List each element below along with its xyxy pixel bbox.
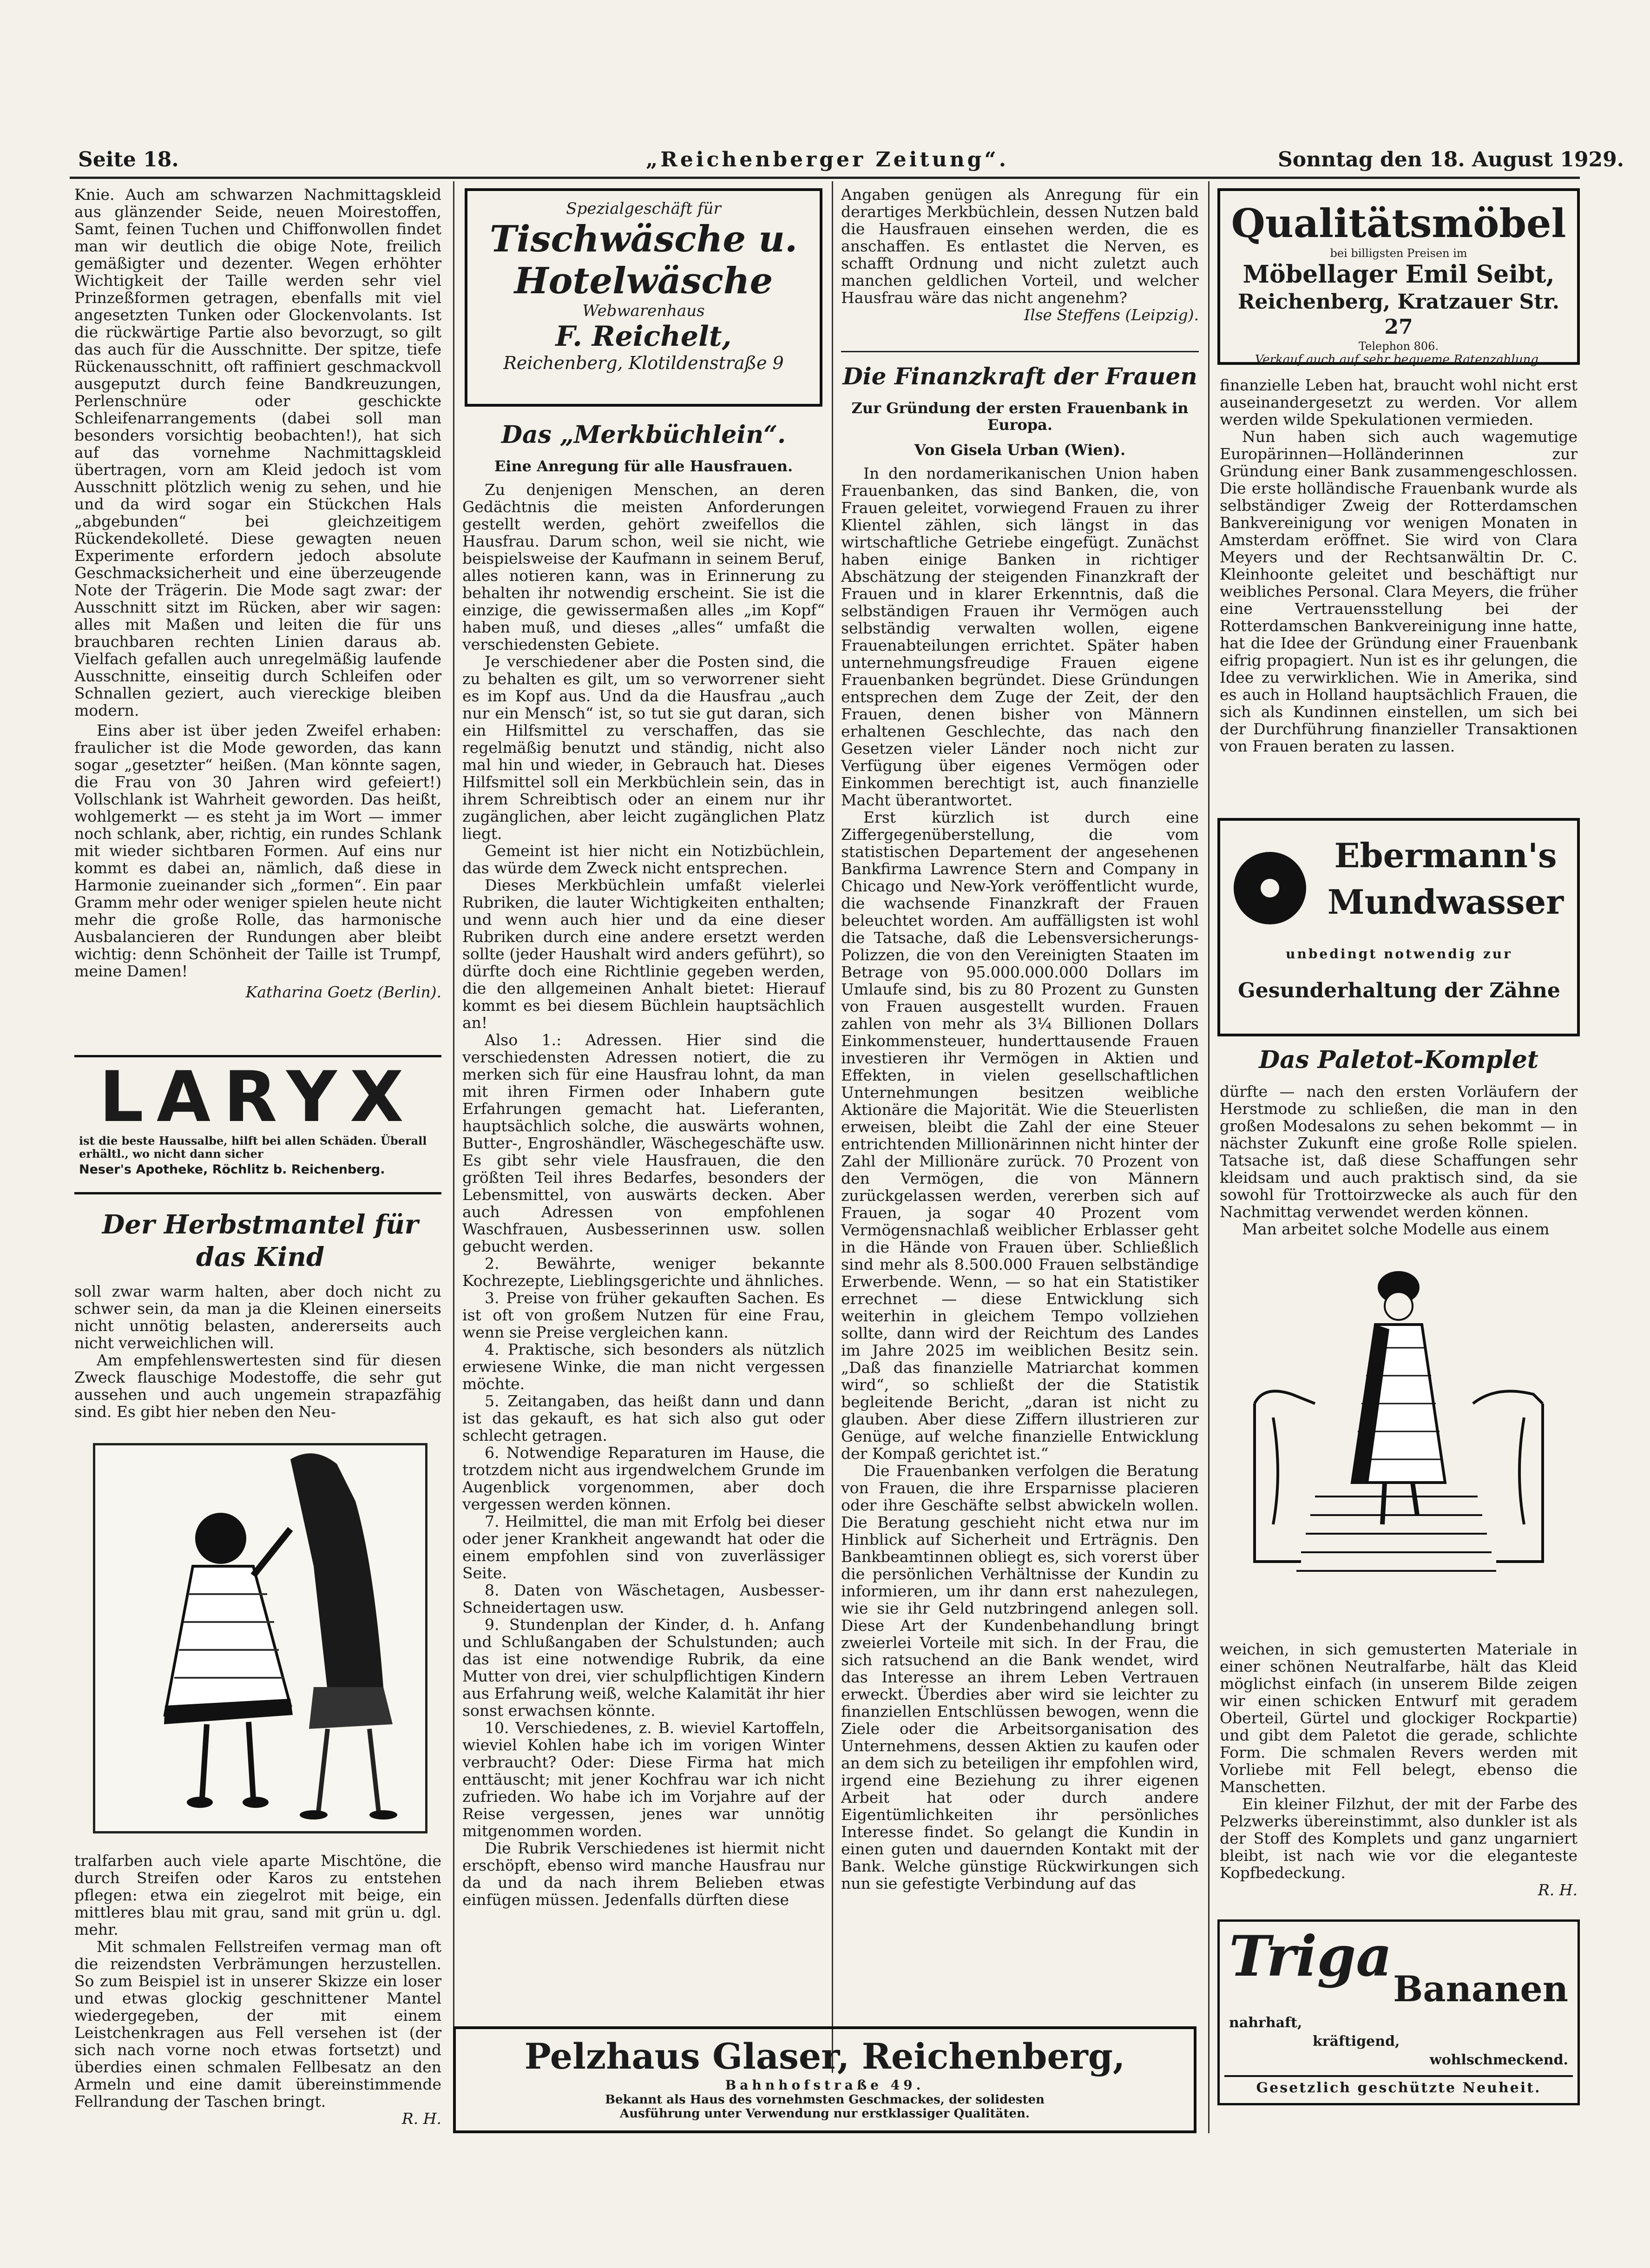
article-byline: Von Gisela Urban (Wien).: [914, 441, 1126, 459]
reichelt-line: Spezialgeschäft für: [566, 199, 721, 218]
glaser-text: Ausführung unter Verwendung nur erstklassiger Qualitäten.: [620, 2107, 1030, 2121]
triga-ad: [1217, 1919, 1580, 2105]
paragraph: Nun haben sich auch wagemutige Europärinnen—Holländerinnen zur Gründung einer Bank zusammengeschlossen. Die erste holländische Frauenbank wurde als selbständiger Zweig der Rotterdamschen Bankvereinigung vor wenigen Monaten in Amsterdam eröffnet. Sie wird von Clara Meyers und der Rechtsanwältin Dr. C. Kleinhoonte geleitet und beschäftigt nur weibliches Personal. Clara Meyers, die früher eine Vertrauensstellung bei der Rotterdamschen Bankvereinigung inne hatte, hat die Idee der Gründung einer Frauenbank eifrig propagiert. Nun ist es ihr gelungen, die Idee zu verwirklichen. Wie in Amerika, sind es auch in Holland hauptsächlich Frauen, die sich als Kundinnen einstellen, um sich bei der Durchführung finanzieller Transaktionen von Frauen beraten zu lassen.: [1220, 428, 1578, 755]
reichelt-ad: [465, 188, 822, 407]
paletot-illustration: [1236, 1264, 1561, 1636]
paragraph: 2. Bewährte, weniger bekannte Kochrezepte, Lieblingsgerichte und ähnliches.: [462, 1254, 825, 1290]
section-rule: [841, 351, 1199, 352]
paragraph: 10. Verschiedenes, z. B. wieviel Kartoffeln, wieviel Kohlen habe ich im vorigen Winter verbraucht? Oder: Diese Firma hat mich enttäuscht; mit jener Kochfrau war ich nicht zufrieden. Wo habe ich im Vorjahre auf der Reise vergessen, jenes war unnötig mitgenommen worden.: [462, 1719, 825, 1840]
seibt-ad: [1217, 188, 1580, 365]
paragraph: 6. Notwendige Reparaturen im Hause, die trotzdem nicht aus irgendwelchem Grunde im Augenblick vorgenommen, aber doch vergessen werden können.: [462, 1444, 825, 1513]
article-author: R. H.: [1538, 1881, 1578, 1899]
ebermann-line: Mundwasser: [1327, 882, 1564, 922]
page-number: Seite 18.: [78, 148, 179, 171]
ebermann-line: Gesunderhaltung der Zähne: [1238, 979, 1560, 1002]
laryx-text: ist die beste Haussalbe, hilft bei allen Schäden. Überall erhältl., wo nicht dann sicher: [79, 1134, 427, 1160]
glaser-ad: [453, 2026, 1196, 2133]
ebermann-line: unbedingt notwendig zur: [1286, 946, 1512, 962]
column-rule: [832, 181, 833, 2073]
merkbuechlein-article-end: [841, 186, 1199, 344]
paragraph: tralfarben auch viele aparte Mischtöne, die durch Streifen oder Karos zu entstehen pflegen: etwa ein ziegelrot mit beige, ein mittleres blau mit grau, sand mit grün u. dgl. mehr.: [74, 1852, 441, 1938]
merkbuechlein-article: [462, 481, 825, 2010]
triga-line: kräftigend,: [1313, 2033, 1400, 2050]
paragraph: Am empfehlenswertesten sind für diesen Zweck flauschige Modestoffe, die sehr gut aussehen und auch ungemein strapazfähig sind. Es gibt hier neben den Neu-: [74, 1351, 441, 1421]
paragraph: Also 1.: Adressen. Hier sind die verschiedensten Adressen notiert, die zu merken sich für eine Hausfrau lohnt, da man mit ihren Firmen oder Inhabern gute Erfahrungen gemacht hat. Lieferanten, hauptsächlich solche, die auswärts wohnen, Butter-, Engroshändler, Wäschegeschäfte usw. Es gibt sehr viele Hausfrauen, die den größten Teil ihres Bedarfes, besonders der Lebensmittel, von auswärts decken. Aber auch Adressen von empfohlenen Waschfrauen, Ausbesserinnen usw. sollen gebucht werden.: [462, 1031, 825, 1255]
paragraph: 4. Praktische, sich besonders als nützlich erwiesene Winke, die man nicht vergessen möchte.: [462, 1340, 825, 1393]
finanzkraft-article: [841, 465, 1199, 1994]
ebermann-line: Ebermann's: [1334, 836, 1557, 875]
triga-line: nahrhaft,: [1229, 2015, 1302, 2031]
herbstmantel-article: [74, 1283, 441, 1422]
paletot-article-continued: [1220, 1640, 1578, 1899]
paragraph: Mit schmalen Fellstreifen vermag man oft die reizendsten Verbrämungen herzustellen. So zum Beispiel ist in unserer Skizze ein loser und etwas glockig geschnittener Mantel wiedergegeben, der mit einem Leistchenkragen aus Fell versehen ist (der sich nach vorne noch etwas fortsetzt) und überdies einen schmalen Fellbesatz an den Armeln und eine damit übereinstimmende Fellrandung der Taschen bringt.: [74, 1938, 441, 2110]
paragraph: Je verschiedener aber die Posten sind, die zu behalten es gilt, um so verworrener sieht es im Kopf aus. Und da die Hausfrau „auch nur ein Mensch“ ist, so tut sie gut daran, sich ein Hilfsmittel zu verschaffen, das sie regelmäßig benutzt und ständig, nicht also mal hin und wieder, in Gebrauch hat. Dieses Hilfsmittel soll ein Merkbüchlein sein, das in ihrem Schreibtisch oder an einem nur ihr zugänglichen, aber leicht zugänglichen Platz liegt.: [462, 653, 825, 843]
paragraph: Die Rubrik Verschiedenes ist hiermit nicht erschöpft, ebenso wird manche Hausfrau nur da und da nach ihrem Belieben etwas einfügen müssen. Jedenfalls dürften diese: [462, 1839, 825, 1909]
paragraph: dürfte — nach den ersten Vorläufern der Herstmode zu schließen, die man in den großen Modesalons zu sehen bekommt — in nächster Zukunft eine große Rolle spielen. Tatsache ist, daß diese Schaffungen sehr kleidsam und auch praktisch sind, da sie sowohl für Trottoirzwecke als auch für den Nachmittag verwendet werden können.: [1220, 1082, 1578, 1221]
article-subtitle: Zur Gründung der ersten Frauenbank in Europa.: [851, 399, 1189, 434]
seibt-line: Qualitätsmöbel: [1231, 200, 1566, 246]
column-rule: [453, 181, 454, 2133]
child-coat-illustration: [93, 1443, 427, 1833]
paragraph: 7. Heilmittel, die man mit Erfolg bei dieser oder jener Krankheit angewandt hat oder die einem empfohlen sind von zuverlässiger Seite.: [462, 1512, 825, 1582]
paragraph: Die Frauenbanken verfolgen die Beratung von Frauen, die ihre Ersparnisse placieren oder ihre Geschäfte selbst abwickeln wollen. Die Beratung geschieht nicht etwa nur im Hinblick auf Sicherheit und Erträgnis. Den Bankbeamtinnen obliegt es, sich vorerst über die persönlichen Verhältnisse der Kundin zu informieren, um ihr dann erst nahezulegen, wie sie ihr Geld nutzbringend anlegen soll. Diese Art der Kundenbehandlung bringt zweierlei Vorteile mit sich. In der Frau, die sich ratsuchend an die Bank wendet, wird das Interesse an ihrem Leben Vertrauen erweckt. Überdies aber wird sie leichter zu finanziellen Entschlüssen bewogen, wenn die Ziele oder die Arbeitsorganisation des Unternehmens, dessen Aktien zu kaufen oder an dem sich zu beteiligen ihr empfohlen wird, irgend eine Beziehung zu ihrer eigenen Arbeit hat oder durch andere Eigentümlichkeiten ihr persönliches Interesse findet. So gelangt die Kundin in einen guten und dauernden Kontakt mit der Bank. Welche günstige Rückwirkungen sich nun sie gefestigte Verbindung auf das: [841, 1462, 1199, 1892]
ebermann-ad: [1217, 818, 1580, 1036]
fashion-article-continuation: [74, 186, 441, 1022]
paletot-article: [1220, 1083, 1578, 1259]
triga-brand: Triga: [1229, 1924, 1393, 1989]
article-author: Katharina Goetz (Berlin).: [245, 983, 441, 1001]
triga-line: Gesetzlich geschützte Neuheit.: [1224, 2075, 1573, 2096]
seibt-line: Telephon 806.: [1358, 340, 1439, 353]
reichelt-line: Tischwäsche u.: [489, 218, 798, 260]
flower-icon: [1230, 849, 1309, 928]
issue-date: Sonntag den 18. August 1929.: [1278, 148, 1624, 171]
paragraph: 8. Daten von Wäschetagen, Ausbesser-Schneidertagen usw.: [462, 1581, 825, 1616]
reichelt-line: Hotelwäsche: [514, 260, 773, 302]
laryx-ad: [74, 1055, 441, 1194]
newspaper-name: „Reichenberger Zeitung“.: [646, 148, 1009, 171]
article-title: Der Herbstmantel für das Kind: [102, 1209, 419, 1272]
paragraph: Gemeint ist hier nicht ein Notizbüchlein, das würde dem Zweck nicht entsprechen.: [462, 842, 825, 877]
paragraph: Zu denjenigen Menschen, an deren Gedächtnis die meisten Anforderungen gestellt werden, gehört zweifellos die Hausfrau. Darum schon, weil sie nicht, wie beispielsweise der Kaufmann in seinem Beruf, alles notieren kann, was in Erinnerung zu behalten ihr notwendig erscheint. Sie ist die einzige, die gewissermaßen alles „im Kopf“ haben muß, und dieses „alles“ umfaßt die verschiedensten Gebiete.: [462, 481, 825, 653]
paragraph: soll zwar warm halten, aber doch nicht zu schwer sein, da man ja die Kleinen einerseits nicht unnötig belasten, andererseits auch nicht verweichlichen will.: [74, 1282, 441, 1352]
reichelt-line: Reichenberg, Klotildenstraße 9: [503, 353, 784, 373]
paragraph: In den nordamerikanischen Union haben Frauenbanken, das sind Banken, die, von Frauen geleitet, vorwiegend Frauen zu ihrer Klientel zählen, sich längst in das wirtschaftliche Getriebe eingefügt. Zunächst haben einige Banken in richtiger Abschätzung der steigenden Finanzkraft der Frauen und in klarer Erkenntnis, daß die selbständigen Frauen ihr Vermögen auch selbständig verwalten wollen, eigene Frauenabteilungen errichtet. Später haben unternehmungsfreudige Frauen eigene Frauenbanken begründet. Diese Gründungen entsprechen dem Zuge der Zeit, der den Frauen, denen bisher von Männern erhaltenen Geschlechte, das nach den Gesetzen vieler Länder noch nicht zur Verfügung über eigenes Vermögen oder Einkommen berechtigt ist, auch finanzielle Macht überantwortet.: [841, 464, 1199, 809]
paragraph: Dieses Merkbüchlein umfaßt vielerlei Rubriken, die lauter Wichtigkeiten enthalten; und wenn auch hier und da eine dieser Rubriken durch eine andere ersetzt werden sollte (jeder Haushalt wird anders geführt), so dürfte doch eine Richtlinie gegeben werden, die den allgemeinen Anhalt bietet: Hierauf kommt es bei diesem Büchlein hauptsächlich an!: [462, 876, 825, 1032]
paragraph: weichen, in sich gemusterten Materiale in einer schönen Neutralfarbe, hält das Kleid möglichst einfach (in unserem Bilde zeigen wir einen schicken Entwurf mit geradem Oberteil, Gürtel und glockiger Rockpartie) und gibt dem Paletot die gerade, schlichte Form. Die schmalen Revers werden mit Vorliebe mit Fell belegt, ebenso die Manschetten.: [1220, 1640, 1578, 1796]
article-author: Ilse Steffens (Leipzig).: [1024, 306, 1199, 324]
paragraph: Knie. Auch am schwarzen Nachmittagskleid aus glänzender Seide, neuen Moirestoffen, Samt, feinen Tuchen und Chiffonwollen findet man wir deutlich die obige Note, freilich gemäßigter und dezenter. Wegen erhöhter Wichtigkeit der Taille werden sehr viel Prinzeßformen getragen, ebenfalls mit viel angesetzten Tunken oder Glockenvolants. Ist die rückwärtige Partie also bevorzugt, so gilt das auch für die Ausschnitte. Der spitze, tiefe Rückenausschnitt, oft raffiniert geschmackvoll ausgeputzt durch feine Bandkreuzungen, Perlenschnüre oder geschickte Schleifenarrangements (dabei soll man besonders vorsichtig beobachten!), hat sich auf das vornehme Nachmittagskleid übertragen, vorn am Kleid jedoch ist vom Ausschnitt plötzlich wenig zu sehen, und hie und da wird sogar ein Stückchen Hals „abgebunden“ bei gleichzeitigem Rückendekolleté. Diese gewagten neuen Experimente erfordern jedoch absolute Geschmacksicherheit und eine überzeugende Note der Trägerin. Die Mode sagt zwar: der Ausschnitt sitzt im Rücken, aber wir sagen: alles mit Maßen und leiten die für uns brauchbaren rechten Linien daraus ab. Vielfach gefallen auch unregelmäßig laufende Ausschnitte, einseitig durch Schleifen oder Schnallen geziert, auch viereckige bleiben modern.: [74, 185, 441, 719]
paragraph: Erst kürzlich ist durch eine Ziffergegenüberstellung, die vom statistischen Departement der angesehenen Bankfirma Lawrence Stern and Company in Chicago und New-York veröffentlicht wurde, die wachsende Finanzkraft der Frauen beleuchtet worden. Am auffälligsten ist wohl die Tatsache, daß die Lebensversicherungs-Polizzen, die von den Vereinigten Staaten im Betrage von 95.000.000.000 Dollars im Umlaufe sind, bis zu 80 Prozent zu Gunsten von Frauen ausgestellt wurden. Frauen zahlen von mehr als 3¼ Billionen Dollars Einkommensteuer, hunderttausende Frauen investieren ihr Vermögen in Aktien und Effekten, in vielen gesellschaftlichen Unternehmungen besitzen weibliche Aktionäre die Majorität. Wie die Steuerlisten erweisen, bleibt die Zahl der eine Steuer entrichtenden Millionärinnen nicht hinter der Zahl der Millionäre zurück. 70 Prozent von den Vermögen, die von Männern zurückgelassen werden, vererben sich auf Frauen, ja sogar 40 Prozent vom Vermögensnachlaß weiblicher Erblasser geht in die Hände von Frauen über. Schließlich sind mehr als 8.500.000 Frauen selbständige Erwerbende. Wenn, — so hat ein Statistiker errechnet — diese Entwicklung sich weiterhin in gleichem Tempo vollziehen sollte, dann wird der Reichtum des Landes im Jahre 2025 im weiblichen Besitz sein. „Daß das finanzielle Matriarchat kommen wird“, so schließt der die Statistik begleitende Bericht, „daran ist nicht zu glauben. Aber diese Ziffern illustrieren zur Genüge, auf welche finanzielle Entwicklung der Kompaß gerichtet ist.“: [841, 808, 1199, 1463]
seibt-line: Verkauf auch auf sehr bequeme Ratenzahlung.: [1255, 353, 1543, 367]
reichelt-line: Webwarenhaus: [582, 302, 705, 320]
glaser-text: Bekannt als Haus des vornehmsten Geschmackes, der solidesten: [605, 2093, 1045, 2107]
paragraph: 3. Preise von früher gekauften Sachen. Es ist oft von großem Nutzen für eine Frau, wenn sie Preise vergleichen kann.: [462, 1289, 825, 1341]
article-title: Das „Merkbüchlein“.: [501, 421, 786, 449]
paragraph: Ein kleiner Filzhut, der mit der Farbe des Pelzwerks übereinstimmt, also dunkler ist als der Stoff des Komplets und ganz ungarniert bleibt, ist nach wie vor die eleganteste Kopfbedeckung.: [1220, 1795, 1578, 1882]
paragraph: 9. Stundenplan der Kinder, d. h. Anfang und Schlußangaben der Schulstunden; auch das ist eine notwendige Rubrik, da eine Mutter von drei, vier schulpflichtigen Kindern aus Erfahrung weiß, welche Kalamität ihr hier sonst erwachsen könnte.: [462, 1615, 825, 1720]
finanzkraft-article-continued: [1220, 376, 1578, 809]
article-title: Die Finanzkraft der Frauen: [842, 363, 1197, 390]
paragraph: Eins aber ist über jeden Zweifel erhaben: fraulicher ist die Mode geworden, das kann sogar „gesetzter“ heißen. (Man könnte sagen, die Frau von 30 Jahren wird gefeiert!) Vollschlank ist Wahrheit geworden. Das heißt, wohlgemerkt — es steht ja im Wort — immer noch schlank, aber, richtig, ein rundes Schlank mit wieder sichtbaren Formen. Auf eins nur kommt es dabei an, nämlich, daß diese in Harmonie zueinander sich „formen“. Ein paar Gramm mehr oder weniger spielen heute nicht mehr die große Rolle, das harmonische Ausbalancieren der Rundungen aber bleibt wichtig: denn Schönheit der Taille ist Trumpf, meine Damen!: [74, 721, 441, 980]
glaser-name: Pelzhaus Glaser, Reichenberg,: [524, 2036, 1125, 2077]
laryx-pharmacy: Neser's Apotheke, Röchlitz b. Reichenberg.: [79, 1162, 385, 1177]
article-subtitle: Eine Anregung für alle Hausfrauen.: [494, 457, 793, 475]
triga-line: wohlschmeckend.: [1429, 2052, 1568, 2068]
paragraph: finanzielle Leben hat, braucht wohl nicht erst auseinandergesetzt zu werden. Vor allem werden wilde Spekulationen vermieden.: [1220, 376, 1578, 429]
paragraph: Man arbeitet solche Modelle aus einem: [1242, 1220, 1550, 1238]
triga-product: Bananen: [1393, 1968, 1568, 2010]
paragraph: Angaben genügen als Anregung für ein derartiges Merkbüchlein, dessen Nutzen bald die Hausfrauen einsehen werden, die es anschaffen. Es entlastet die Nerven, es schafft Ordnung und nicht zuletzt auch manchen geldlichen Vorteil, und welcher Hausfrau wäre das nicht angenehm?: [841, 185, 1199, 307]
article-author: R. H.: [401, 2110, 441, 2128]
herbstmantel-article-continued: [74, 1852, 441, 2131]
laryx-name: LARYX: [99, 1057, 417, 1138]
header-rule: [70, 177, 1580, 179]
paragraph: 5. Zeitangaben, das heißt dann und dann ist das gekauft, es hat sich also gut oder schlecht getragen.: [462, 1392, 825, 1444]
seibt-line: bei billigsten Preisen im: [1330, 247, 1467, 260]
glaser-street: Bahnhofstraße 49.: [725, 2077, 925, 2093]
seibt-line: Möbellager Emil Seibt,: [1242, 260, 1555, 289]
reichelt-line: F. Reichelt,: [555, 320, 732, 353]
article-title: Das Paletot-Komplet: [1259, 1046, 1538, 1074]
seibt-line: Reichenberg, Kratzauer Str. 27: [1237, 290, 1560, 339]
column-rule: [1208, 181, 1210, 2133]
